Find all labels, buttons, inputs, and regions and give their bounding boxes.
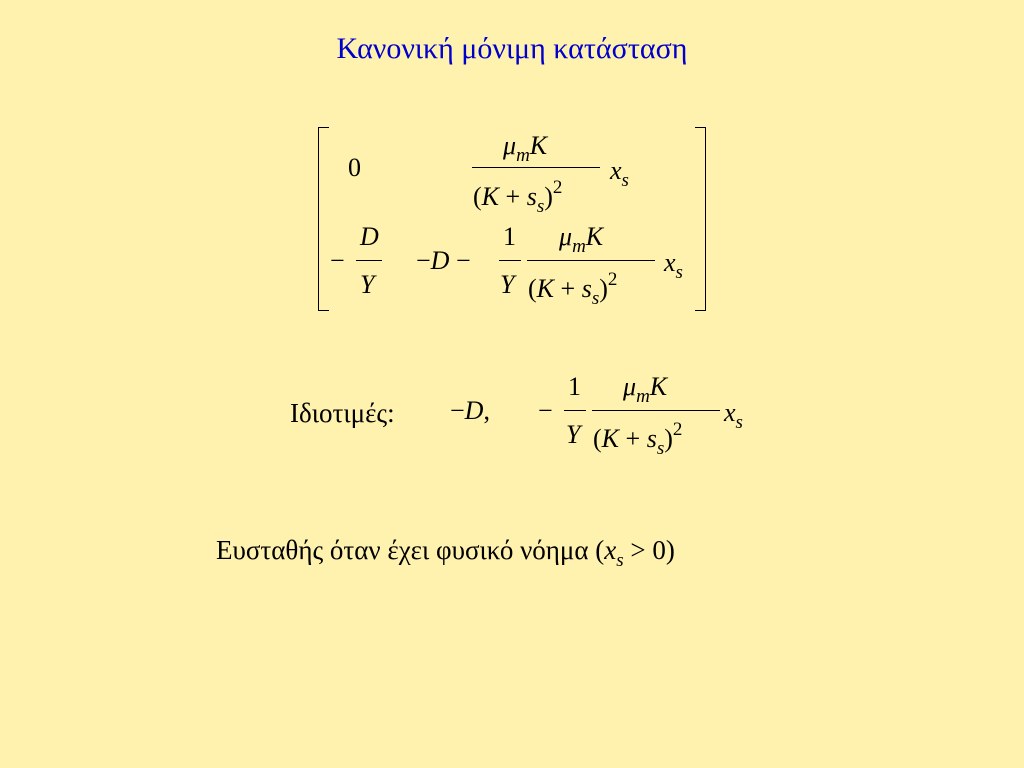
eigen-y: Y bbox=[566, 420, 581, 449]
eigen-factor: $x_s$ bbox=[724, 398, 743, 433]
r2c2-factor: $x_s$ bbox=[664, 248, 683, 283]
eigenvalue-first: −D, bbox=[450, 396, 490, 425]
r2c1-numerator: D bbox=[360, 222, 379, 251]
r1c2-denominator: $(K + s_s)^2$ bbox=[473, 177, 563, 217]
matrix-left-bracket bbox=[318, 127, 329, 311]
r2c2-numerator: $\mu_mK$ bbox=[559, 222, 604, 257]
r2c2-y: Y bbox=[500, 270, 515, 299]
r1c2-numerator: $\mu_mK$ bbox=[503, 131, 548, 166]
eigen-fraction-bar bbox=[592, 410, 720, 411]
r2c2-minus-d: −D − bbox=[416, 246, 471, 275]
eigen-numerator: $\mu_mK$ bbox=[623, 372, 668, 407]
r2c1-fraction-bar bbox=[356, 260, 382, 261]
r2c1-minus: − bbox=[330, 246, 345, 275]
r2c2-one-over-y-bar bbox=[499, 260, 521, 261]
r1c2-factor: $x_s$ bbox=[610, 156, 629, 191]
r2c1-denominator: Y bbox=[360, 270, 375, 299]
eigenvalues-label: Ιδιοτιμές: bbox=[290, 398, 395, 428]
r1c2-fraction-bar bbox=[472, 167, 600, 168]
eigen-denominator: $(K + s_s)^2$ bbox=[593, 419, 683, 459]
eigen-one-over-y-bar bbox=[564, 410, 586, 411]
r2c2-fraction-bar bbox=[527, 260, 655, 261]
slide-title: Κανονική μόνιμη κατάσταση bbox=[336, 32, 688, 65]
matrix-right-bracket bbox=[695, 127, 706, 311]
r2c2-denominator: $(K + s_s)^2$ bbox=[528, 269, 618, 309]
eigen-one: 1 bbox=[568, 372, 581, 401]
stability-statement: Ευσταθής όταν έχει φυσικό νόημα $(x_s > 0)$ bbox=[216, 535, 675, 571]
r2c2-one: 1 bbox=[503, 222, 516, 251]
eigenvalue-second-minus: − bbox=[538, 396, 553, 425]
matrix-r1c1: 0 bbox=[348, 153, 361, 182]
